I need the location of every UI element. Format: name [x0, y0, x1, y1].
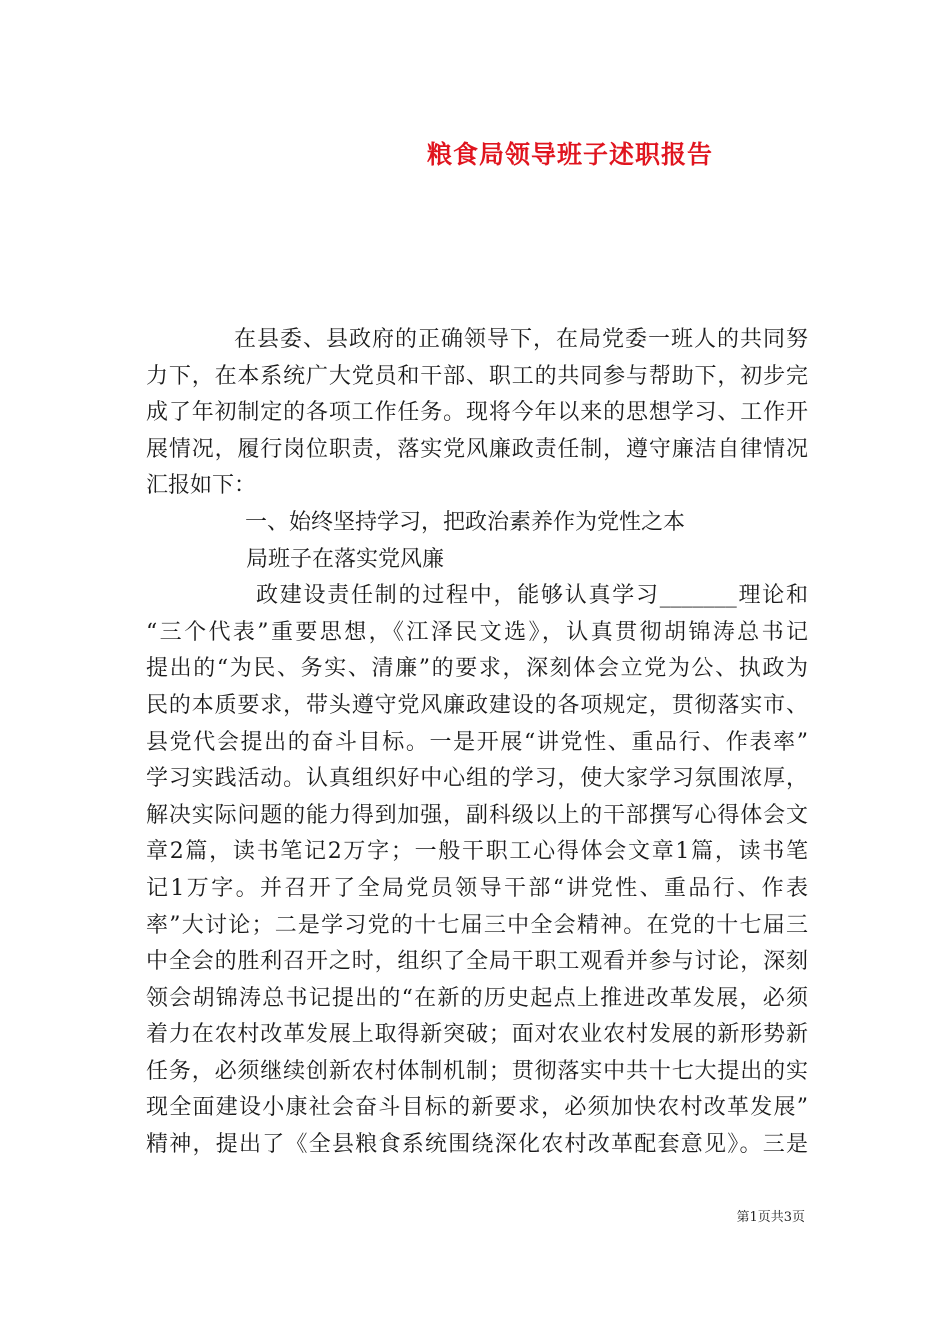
- text-line: 领会胡锦涛总书记提出的“在新的历史起点上推进改革发展，必须: [146, 985, 808, 1011]
- text-line: 着力在农村改革发展上取得新突破；面对农业农村发展的新形势新: [146, 1022, 808, 1048]
- text-line: 章2篇，读书笔记2万字；一般干职工心得体会文章1篇，读书笔: [146, 839, 808, 865]
- text-line: 任务，必须继续创新农村体制机制；贯彻落实中共十七大提出的实: [146, 1058, 808, 1084]
- text-line: 在县委、县政府的正确领导下，在局党委一班人的共同努: [234, 327, 808, 352]
- text-line: 记1万字。并召开了全局党员领导干部“讲党性、重品行、作表: [146, 875, 808, 901]
- text-line: 率”大讨论；二是学习党的十七届三中全会精神。在党的十七届三: [146, 912, 808, 938]
- text-line: 展情况，履行岗位职责，落实党风廉政责任制，遵守廉洁自律情况: [146, 436, 808, 462]
- text-line: 局班子在落实党风廉: [246, 546, 445, 572]
- report-body: [146, 322, 808, 1164]
- text-line: 力下，在本系统广大党员和干部、职工的共同参与帮助下，初步完: [146, 363, 808, 389]
- text-line: 解决实际问题的能力得到加强，副科级以上的干部撰写心得体会文: [146, 802, 808, 828]
- text-line: “三个代表”重要思想，《江泽民文选》，认真贯彻胡锦涛总书记: [146, 619, 808, 645]
- text-line: 提出的“为民、务实、清廉”的要求，深刻体会立党为公、执政为: [146, 656, 808, 682]
- text-line: 县党代会提出的奋斗目标。一是开展“讲党性、重品行、作表率”: [146, 729, 808, 755]
- page-title: 粮食局领导班子述职报告: [426, 140, 713, 169]
- page-footer: 第1页共3页: [736, 1210, 805, 1225]
- text-line: 汇报如下：: [146, 473, 257, 499]
- text-line: 民的本质要求，带头遵守党风廉政建设的各项规定，贯彻落实市、: [146, 692, 808, 718]
- text-line: 学习实践活动。认真组织好中心组的学习，使大家学习氛围浓厚，: [146, 766, 808, 792]
- text-line: 成了年初制定的各项工作任务。现将今年以来的思想学习、工作开: [146, 400, 808, 426]
- section-heading: 一、始终坚持学习，把政治素养作为党性之本: [245, 509, 686, 535]
- text-line: 现全面建设小康社会奋斗目标的新要求，必须加快农村改革发展”: [146, 1095, 808, 1121]
- text-line: 精神，提出了《全县粮食系统围绕深化农村改革配套意见》。三是: [146, 1132, 808, 1158]
- text-line: 政建设责任制的过程中，能够认真学习_______理论和: [256, 583, 808, 609]
- text-line: 中全会的胜利召开之时，组织了全局干职工观看并参与讨论，深刻: [146, 949, 808, 975]
